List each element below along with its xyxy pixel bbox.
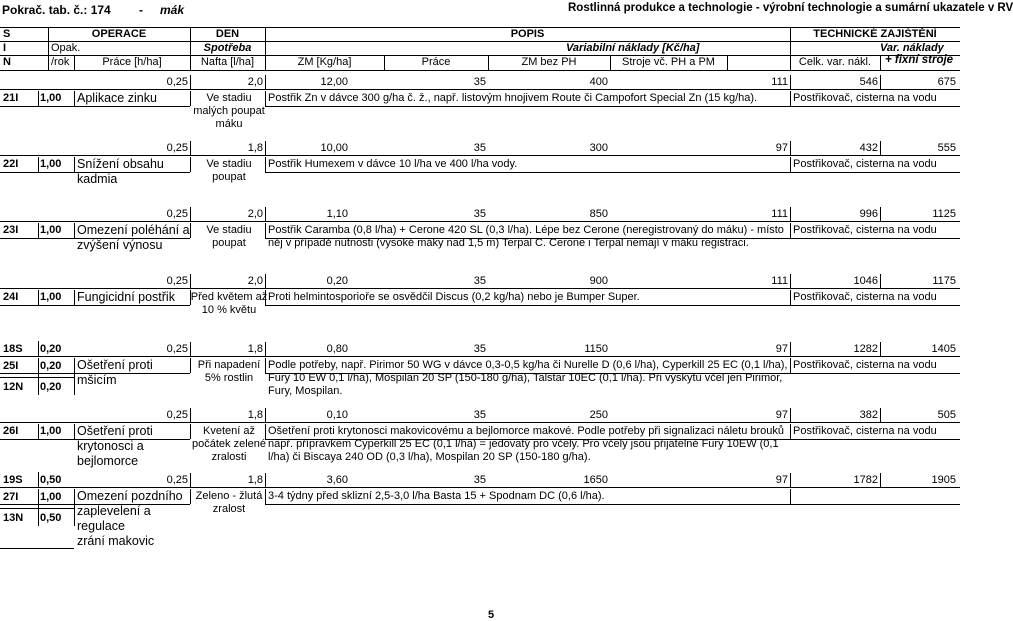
summary-value: 12,00 bbox=[320, 76, 348, 88]
rule-line bbox=[38, 424, 39, 439]
rule-line bbox=[190, 489, 191, 504]
rule-line bbox=[265, 439, 960, 440]
operation-name: regulace bbox=[77, 519, 125, 533]
rule-line bbox=[0, 548, 74, 549]
rule-line bbox=[727, 55, 728, 70]
rule-line bbox=[265, 238, 960, 239]
summary-value: 1,10 bbox=[326, 208, 348, 220]
summary-value: 1,8 bbox=[247, 474, 263, 486]
summary-value: 111 bbox=[771, 208, 788, 220]
description-line: 3-4 týdny před sklizní 2,5-3,0 l/ha Basta 15 + Spodnam DC (0,6 l/ha). bbox=[268, 490, 605, 502]
rule-line bbox=[265, 91, 266, 106]
summary-value: 1175 bbox=[932, 275, 956, 287]
rule-line bbox=[880, 274, 881, 288]
rule-line bbox=[265, 342, 266, 356]
description-line: Postřik Zn v dávce 300 g/ha č. ž., např. listovým hnojivem Route či Campofort Special Zn (15 kg/ha). bbox=[268, 92, 758, 104]
operation-name: Omezení poléhání a bbox=[77, 223, 190, 237]
rule-line bbox=[265, 305, 960, 306]
rule-line bbox=[38, 91, 39, 106]
dash: - bbox=[139, 3, 143, 17]
rule-line bbox=[190, 290, 191, 305]
day-text: zralosti bbox=[211, 451, 247, 463]
summary-value: 1905 bbox=[931, 474, 956, 486]
header-opak: Opak. bbox=[51, 42, 81, 54]
description-line: Podle potřeby, např. Pirimor 50 WG v dávce 0,3-0,5 kg/ha či Nurelle D (0,6 l/ha), Cyperkill 25 EC (0,1 l/ha), bbox=[268, 359, 788, 371]
summary-value: 505 bbox=[937, 409, 956, 421]
rule-line bbox=[265, 373, 960, 374]
operation-name: zrání makovic bbox=[77, 534, 155, 548]
summary-value: 300 bbox=[589, 142, 608, 154]
summary-value: 35 bbox=[473, 275, 486, 287]
rule-line bbox=[38, 290, 39, 305]
header-n: N bbox=[3, 56, 11, 68]
rule-line bbox=[265, 290, 266, 305]
header-tech: TECHNICKÉ ZAJIŠTĚNÍ bbox=[813, 28, 937, 40]
day-text: Ve stadiu bbox=[206, 92, 252, 104]
operation-name: mšicím bbox=[77, 373, 117, 387]
rule-line bbox=[880, 75, 881, 89]
summary-value: 1,8 bbox=[247, 142, 263, 154]
op-code: 22I bbox=[3, 158, 19, 170]
rule-line bbox=[790, 408, 791, 422]
operation-name: Ošetření proti bbox=[77, 358, 153, 372]
summary-value: 400 bbox=[589, 76, 608, 88]
rule-line bbox=[38, 472, 39, 487]
rule-line bbox=[265, 358, 266, 373]
rule-line bbox=[38, 223, 39, 238]
description-line: l/ha) či Biscaya 240 OD (0,3 l/ha), Mospilan 20 SP (150-180 g/ha). bbox=[268, 451, 591, 463]
summary-value: 10,00 bbox=[320, 142, 348, 154]
rule-line bbox=[38, 157, 39, 172]
rule-line bbox=[790, 207, 791, 221]
rule-line bbox=[790, 424, 791, 439]
op-repeat: 0,50 bbox=[40, 474, 62, 486]
day-text: Při napadení bbox=[197, 359, 261, 371]
rule-line bbox=[0, 422, 960, 423]
rule-line bbox=[265, 207, 266, 221]
summary-value: 35 bbox=[473, 76, 486, 88]
header-prace: Práce bbox=[421, 56, 451, 68]
operation-name: bejlomorce bbox=[77, 454, 139, 468]
rule-line bbox=[0, 377, 74, 378]
op-repeat: 0,50 bbox=[40, 512, 62, 524]
summary-value: 2,0 bbox=[247, 275, 263, 287]
summary-value: 1282 bbox=[853, 343, 878, 355]
summary-value: 97 bbox=[775, 343, 788, 355]
summary-value: 1046 bbox=[853, 275, 878, 287]
summary-value: 2,0 bbox=[247, 208, 263, 220]
rule-line bbox=[190, 424, 191, 439]
summary-value: 3,60 bbox=[326, 474, 348, 486]
description-line: např. přípravkem Cyperkill 25 EC (0,1 l/ha) = jedovatý pro včely. Pro včely jsou přijatelné Fury 10EW (0,1 bbox=[268, 438, 779, 450]
description-line: Ošetření proti krytonosci makovicovému a bejlomorce makové. Podle potřeby při signalizaci náletu brouků bbox=[268, 425, 785, 437]
summary-value: 555 bbox=[937, 142, 956, 154]
summary-value: 0,25 bbox=[166, 76, 188, 88]
rule-line bbox=[0, 356, 960, 357]
rule-line bbox=[0, 508, 74, 509]
crop-name: mák bbox=[160, 3, 185, 17]
summary-value: 97 bbox=[775, 474, 788, 486]
rule-line bbox=[190, 75, 191, 89]
summary-value: 0,25 bbox=[166, 474, 188, 486]
rule-line bbox=[265, 106, 960, 107]
day-text: malých poupat bbox=[193, 105, 265, 117]
op-code: 24I bbox=[3, 291, 19, 303]
rule-line bbox=[38, 341, 39, 356]
header-zm: ZM [Kg/ha] bbox=[297, 56, 352, 68]
op-repeat: 1,00 bbox=[40, 291, 62, 303]
rule-line bbox=[0, 305, 190, 306]
operation-name: Aplikace zinku bbox=[77, 91, 157, 105]
summary-value: 1,8 bbox=[247, 409, 263, 421]
summary-value: 996 bbox=[859, 208, 878, 220]
rule-line bbox=[0, 288, 960, 289]
header-stroje: Stroje vč. PH a PM bbox=[622, 56, 715, 68]
tech-text: Postřikovač, cisterna na vodu bbox=[793, 291, 937, 303]
rule-line bbox=[265, 504, 960, 505]
day-text: 10 % květu bbox=[201, 304, 257, 316]
summary-value: 250 bbox=[589, 409, 608, 421]
summary-value: 0,25 bbox=[166, 343, 188, 355]
rule-line bbox=[880, 342, 881, 356]
header-var-naklady-right: Var. náklady bbox=[880, 42, 944, 54]
operation-name: Fungicidní postřik bbox=[77, 290, 175, 304]
rule-line bbox=[265, 274, 266, 288]
rule-line bbox=[880, 141, 881, 155]
summary-value: 35 bbox=[473, 343, 486, 355]
rule-line bbox=[0, 155, 960, 156]
rule-line bbox=[265, 157, 266, 172]
op-repeat: 1,00 bbox=[40, 425, 62, 437]
description-line: Fury 10 EW 0,1 l/ha), Mospilan 20 SP (150-180 g/ha), Talstar 10EC (0,1 l/ha). Při výskytu včel jen Pirimor, bbox=[268, 372, 783, 384]
rule-line bbox=[74, 157, 75, 172]
op-repeat: 1,00 bbox=[40, 224, 62, 236]
rule-line bbox=[265, 473, 266, 487]
op-code: 26I bbox=[3, 425, 19, 437]
rule-line bbox=[190, 408, 191, 422]
rule-line bbox=[790, 141, 791, 155]
operation-name: Snížení obsahu bbox=[77, 157, 164, 171]
rule-line bbox=[790, 290, 791, 305]
summary-value: 97 bbox=[775, 142, 788, 154]
rule-line bbox=[265, 223, 266, 238]
header-i: I bbox=[3, 42, 7, 54]
day-text: máku bbox=[215, 118, 243, 130]
rule-line bbox=[0, 106, 190, 107]
operation-name: kadmia bbox=[77, 172, 118, 186]
rule-line bbox=[880, 473, 881, 487]
header-rok: /rok bbox=[51, 56, 70, 68]
header-operace: OPERACE bbox=[91, 28, 147, 40]
rule-line bbox=[74, 223, 75, 238]
rule-line bbox=[265, 141, 266, 155]
summary-value: 0,25 bbox=[166, 208, 188, 220]
header-prace-h: Práce [h/ha] bbox=[102, 56, 162, 68]
rule-line bbox=[0, 238, 190, 239]
rule-line bbox=[790, 91, 791, 106]
header-spotreba: Spotřeba bbox=[203, 42, 252, 54]
rule-line bbox=[265, 408, 266, 422]
op-repeat: 0,20 bbox=[40, 360, 62, 372]
header-fixni: + fixní stroje bbox=[885, 54, 954, 66]
rule-line bbox=[0, 439, 190, 440]
description-line: Proti helmintosporioře se osvědčil Discus (0,2 kg/ha) nebo je Bumper Super. bbox=[268, 291, 640, 303]
day-text: Zeleno - žlutá bbox=[195, 490, 263, 502]
rule-line bbox=[74, 424, 75, 439]
rule-line bbox=[190, 223, 191, 238]
operation-name: krytonosci a bbox=[77, 439, 144, 453]
day-text: Ve stadiu bbox=[206, 224, 252, 236]
day-text: Kvetení až bbox=[203, 425, 255, 437]
op-repeat: 1,00 bbox=[40, 92, 62, 104]
table-ref: Pokrač. tab. č.: 174 bbox=[2, 3, 111, 17]
summary-value: 675 bbox=[937, 76, 956, 88]
summary-value: 1125 bbox=[932, 208, 956, 220]
tech-text: Postřikovač, cisterna na vodu bbox=[793, 359, 937, 371]
rule-line bbox=[190, 207, 191, 221]
description-line: něj v případě nutnosti (vysoké máky nad 1,5 m) Terpal C. Cerone i Terpal nemají v máku registraci. bbox=[268, 237, 749, 249]
summary-value: 35 bbox=[473, 474, 486, 486]
op-code: 27I bbox=[3, 491, 19, 503]
summary-value: 1782 bbox=[853, 474, 878, 486]
summary-value: 850 bbox=[589, 208, 608, 220]
rule-line bbox=[880, 55, 881, 70]
day-text: Před květem až bbox=[190, 291, 268, 303]
summary-value: 35 bbox=[473, 142, 486, 154]
op-code: 18S bbox=[3, 343, 23, 355]
rule-line bbox=[790, 274, 791, 288]
rule-line bbox=[0, 89, 960, 90]
summary-value: 432 bbox=[859, 142, 878, 154]
day-text: Ve stadiu bbox=[206, 158, 252, 170]
op-code: 25I bbox=[3, 360, 19, 372]
rule-line bbox=[0, 41, 960, 42]
tech-text: Postřikovač, cisterna na vodu bbox=[793, 158, 937, 170]
rule-line bbox=[190, 473, 191, 487]
operation-name: Omezení pozdního bbox=[77, 489, 183, 503]
day-text: zralost bbox=[212, 503, 246, 515]
summary-value: 97 bbox=[775, 409, 788, 421]
op-code: 13N bbox=[3, 512, 24, 524]
header-zm-bez-ph: ZM bez PH bbox=[521, 56, 577, 68]
summary-value: 1405 bbox=[931, 343, 956, 355]
summary-value: 111 bbox=[771, 275, 788, 287]
op-repeat: 0,20 bbox=[40, 381, 62, 393]
rule-line bbox=[190, 157, 191, 172]
op-repeat: 1,00 bbox=[40, 158, 62, 170]
summary-value: 382 bbox=[859, 409, 878, 421]
summary-value: 0,25 bbox=[166, 409, 188, 421]
op-code: 19S bbox=[3, 474, 23, 486]
rule-line bbox=[190, 274, 191, 288]
description-line: Postřik Humexem v dávce 10 l/ha ve 400 l/ha vody. bbox=[268, 158, 518, 170]
operation-name: Ošetření proti bbox=[77, 424, 153, 438]
header-nafta: Nafta [l/ha] bbox=[200, 56, 255, 68]
day-text: poupat bbox=[212, 237, 246, 249]
rule-line bbox=[790, 223, 791, 238]
rule-line bbox=[74, 91, 75, 106]
rule-line bbox=[0, 487, 960, 488]
summary-value: 111 bbox=[771, 76, 788, 88]
day-text: 5% rostlin bbox=[204, 372, 254, 384]
rule-line bbox=[190, 358, 191, 373]
page-title: Rostlinná produkce a technologie - výrobní technologie a sumární ukazatele v RV bbox=[568, 2, 1013, 14]
rule-line bbox=[74, 290, 75, 305]
summary-value: 35 bbox=[473, 208, 486, 220]
summary-value: 546 bbox=[859, 76, 878, 88]
rule-line bbox=[74, 358, 75, 395]
rule-line bbox=[74, 489, 75, 526]
rule-line bbox=[265, 489, 266, 504]
rule-line bbox=[265, 75, 266, 89]
summary-value: 1150 bbox=[584, 343, 608, 355]
rule-line bbox=[790, 489, 791, 504]
description-line: Postřik Caramba (0,8 l/ha) + Cerone 420 SL (0,3 l/ha). Lépe bez Cerone (neregistrovaný do máku) - místo bbox=[268, 224, 784, 236]
rule-line bbox=[190, 91, 191, 106]
operation-name: zvýšení výnosu bbox=[77, 238, 163, 252]
rule-line bbox=[790, 342, 791, 356]
summary-value: 0,25 bbox=[166, 142, 188, 154]
rule-line bbox=[0, 221, 960, 222]
op-repeat: 1,00 bbox=[40, 491, 62, 503]
rule-line bbox=[0, 504, 190, 505]
header-celk: Celk. var. nákl. bbox=[798, 56, 872, 68]
tech-text: Postřikovač, cisterna na vodu bbox=[793, 425, 937, 437]
summary-value: 1650 bbox=[583, 474, 608, 486]
summary-value: 0,20 bbox=[326, 275, 348, 287]
tech-text: Postřikovač, cisterna na vodu bbox=[793, 92, 937, 104]
header-den: DEN bbox=[215, 28, 240, 40]
page-number: 5 bbox=[488, 609, 495, 621]
summary-value: 2,0 bbox=[247, 76, 263, 88]
day-text: počátek zelené bbox=[192, 438, 266, 450]
op-code: 21I bbox=[3, 92, 19, 104]
op-repeat: 0,20 bbox=[40, 343, 62, 355]
summary-value: 35 bbox=[473, 409, 486, 421]
rule-line bbox=[790, 358, 791, 373]
header-s: S bbox=[3, 28, 11, 40]
summary-value: 1,8 bbox=[247, 343, 263, 355]
rule-line bbox=[0, 70, 960, 71]
rule-line bbox=[265, 424, 266, 439]
summary-value: 900 bbox=[589, 275, 608, 287]
description-line: Fury, Mospilan. bbox=[268, 385, 343, 397]
operation-name: zaplevelení a bbox=[77, 504, 151, 518]
rule-line bbox=[0, 373, 190, 374]
rule-line bbox=[790, 157, 791, 172]
rule-line bbox=[880, 408, 881, 422]
header-popis: POPIS bbox=[510, 28, 545, 40]
rule-line bbox=[265, 172, 960, 173]
op-code: 23I bbox=[3, 224, 19, 236]
rule-line bbox=[0, 172, 190, 173]
rule-line bbox=[190, 141, 191, 155]
tech-text: Postřikovač, cisterna na vodu bbox=[793, 224, 937, 236]
summary-value: 0,10 bbox=[326, 409, 348, 421]
day-text: poupat bbox=[212, 171, 246, 183]
summary-value: 0,80 bbox=[326, 343, 348, 355]
rule-line bbox=[190, 342, 191, 356]
header-var-naklady: Variabilní náklady [Kč/ha] bbox=[566, 42, 700, 54]
rule-line bbox=[790, 473, 791, 487]
rule-line bbox=[880, 207, 881, 221]
rule-line bbox=[790, 75, 791, 89]
op-code: 12N bbox=[3, 381, 24, 393]
summary-value: 0,25 bbox=[166, 275, 188, 287]
